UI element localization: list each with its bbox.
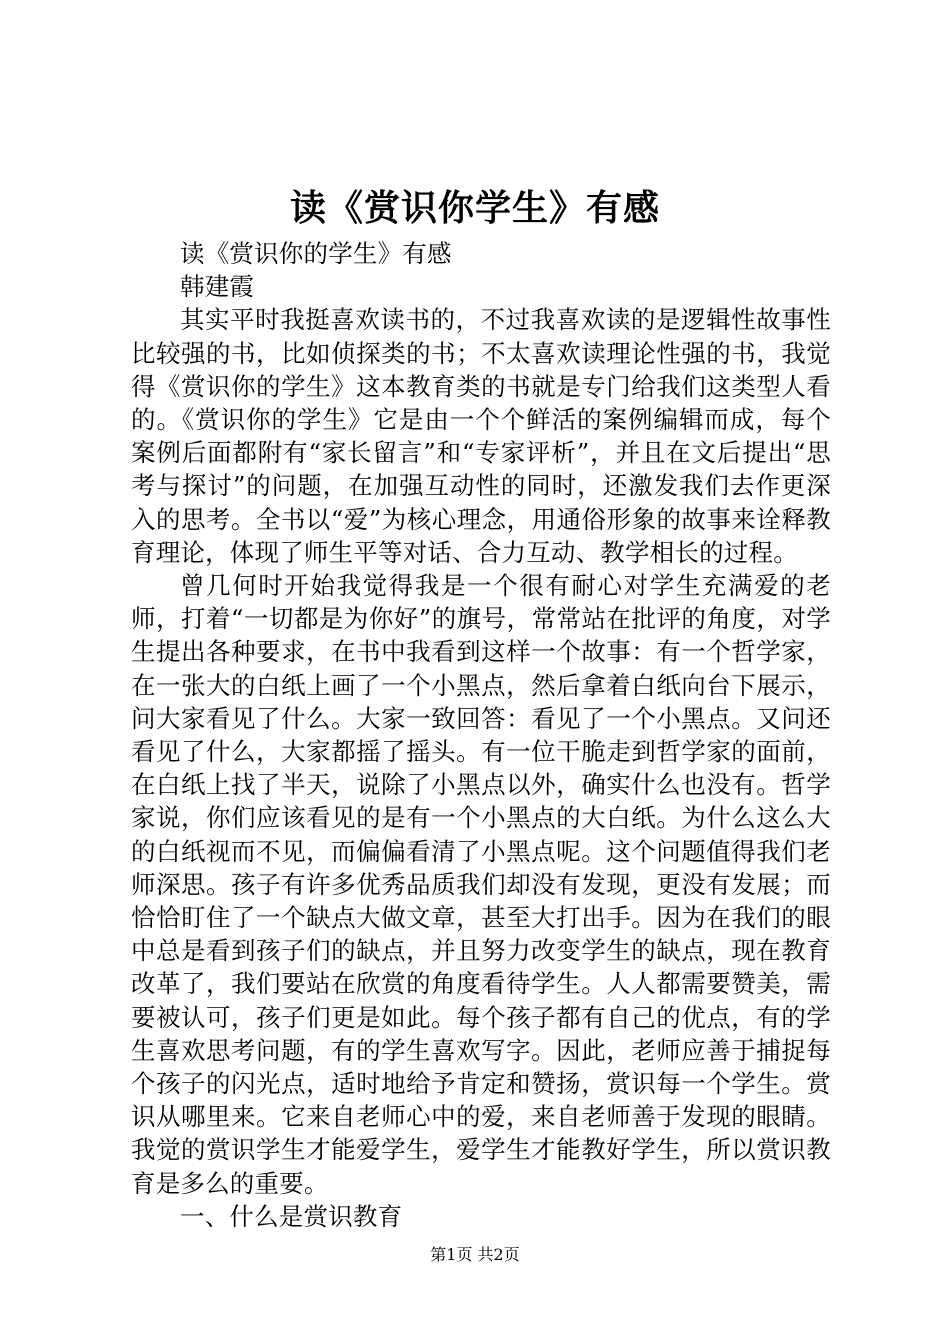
page-footer: 第1页 共2页: [430, 1245, 520, 1264]
document-author: 韩建霞: [180, 272, 255, 302]
document-title: 读《赏识你学生》有感: [289, 187, 660, 229]
section-heading: 一、什么是赏识教育: [180, 1201, 403, 1231]
document-subtitle: 读《赏识你的学生》有感: [180, 239, 452, 268]
document-body: [131, 237, 831, 1233]
paragraph: 其实平时我挺喜欢读书的，不过我喜欢读的是逻辑性故事性比较强的书，比如侦探类的书；不太喜欢读理论性强的书，我觉得《赏识你的学生》这本教育类的书就是专门给我们这类型人看的。《赏识你的学生》它是由一个个鲜活的案例编辑而成，每个案例后面都附有“家长留言”和“专家评析”，并且在文后提出“思考与探讨”的问题，在加强互动性的同时，还激发我们去作更深入的思考。全书以“爱”为核心理念，用通俗形象的故事来诠释教育理论，体现了师生平等对话、合力互动、教学相长的过程。: [131, 305, 831, 567]
paragraph: 曾几何时开始我觉得我是一个很有耐心对学生充满爱的老师，打着“一切都是为你好”的旗号，常常站在批评的角度，对学生提出各种要求，在书中我看到这样一个故事：有一个哲学家，在一张大的白纸上画了一个小黑点，然后拿着白纸向台下展示，问大家看见了什么。大家一致回答：看见了一个小黑点。又问还看见了什么，大家都摇了摇头。有一位干脆走到哲学家的面前，在白纸上找了半天，说除了小黑点以外，确实什么也没有。哲学家说，你们应该看见的是有一个小黑点的大白纸。为什么这么大的白纸视而不见，而偏偏看清了小黑点呢。这个问题值得我们老师深思。孩子有许多优秀品质我们却没有发现，更没有发展；而恰恰盯住了一个缺点大做文章，甚至大打出手。因为在我们的眼中总是看到孩子们的缺点，并且努力改变学生的缺点，现在教育改革了，我们要站在欣赏的角度看待学生。人人都需要赞美，需要被认可，孩子们更是如此。每个孩子都有自己的优点，有的学生喜欢思考问题，有的学生喜欢写字。因此，老师应善于捕捉每个孩子的闪光点，适时地给予肯定和赞扬，赏识每一个学生。赏识从哪里来。它来自老师心中的爱，来自老师善于发现的眼睛。我觉的赏识学生才能爱学生，爱学生才能教好学生，所以赏识教育是多么的重要。: [131, 571, 831, 1198]
